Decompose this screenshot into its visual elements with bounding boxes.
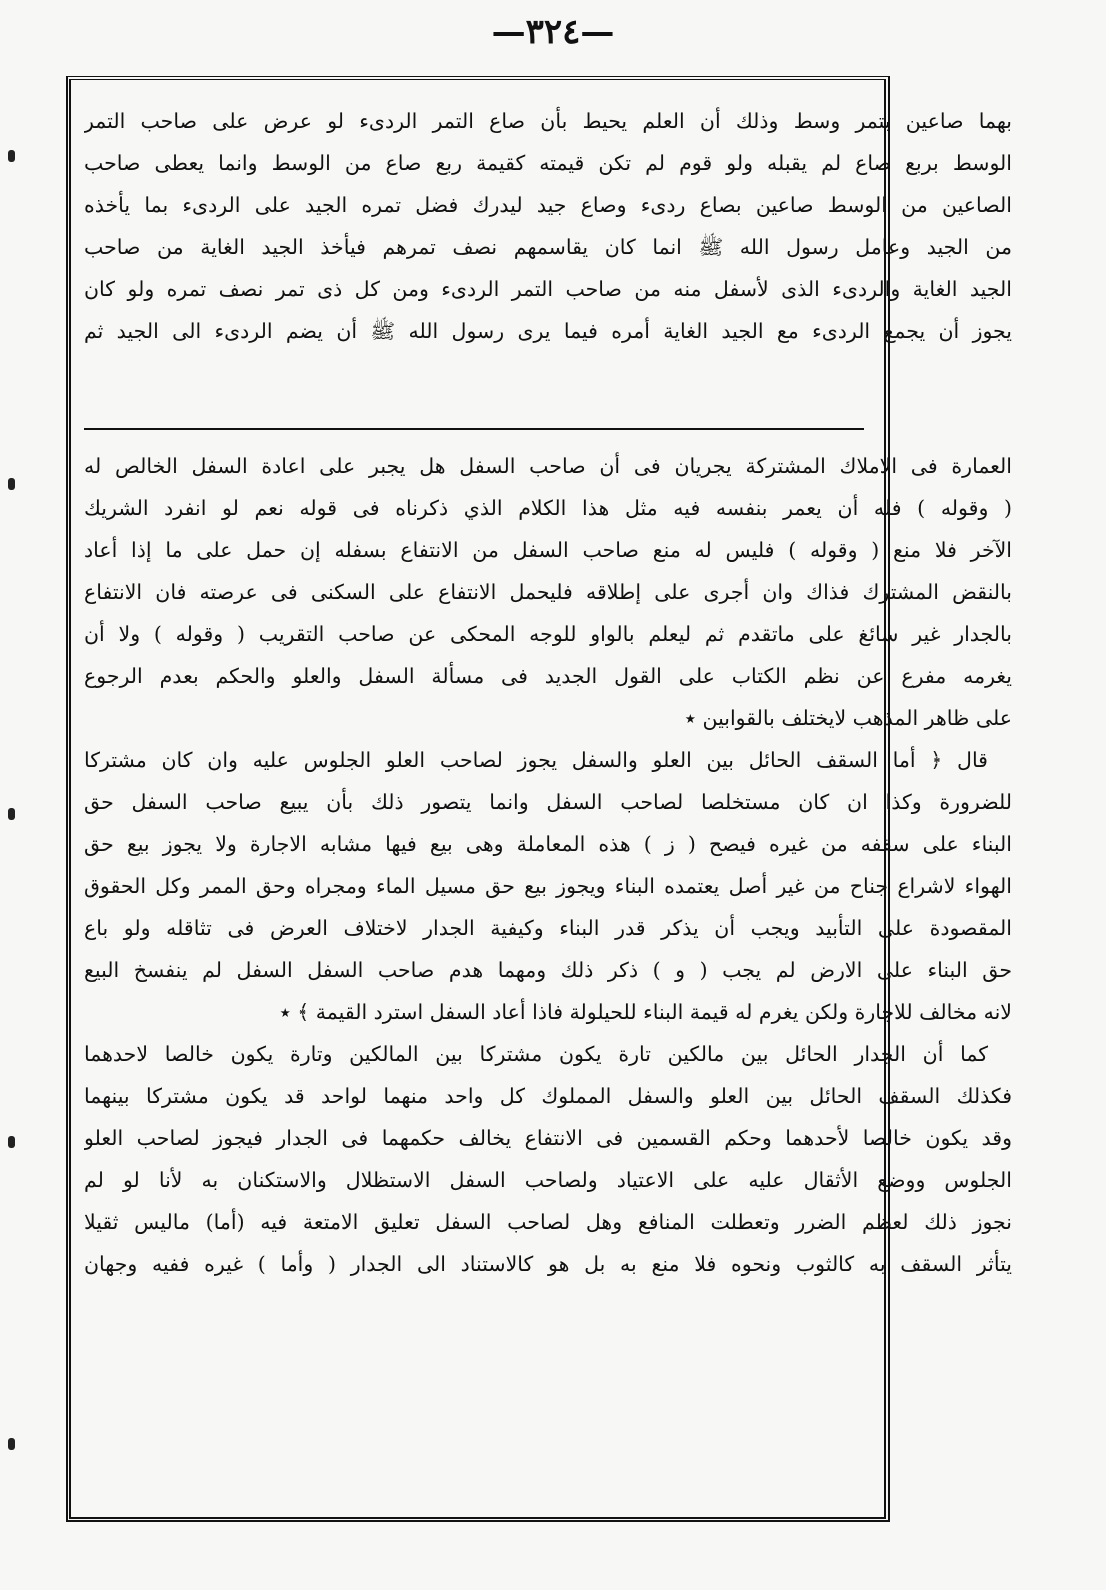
text-line: الصاعين من الوسط صاعين بصاع ردىء وصاع جيد ليدرك فضل تمره الجيد على الردىء بما يأخذه — [84, 193, 1012, 217]
text-line: للضرورة وكذا ان كان مستخلصا لصاحب السفل وانما يتصور ذلك بأن يبيع صاحب السفل حق — [84, 790, 1012, 814]
margin-mark — [8, 1136, 15, 1148]
text-line: المقصودة على التأبيد ويجب أن يذكر قدر البناء وكيفية الجدار لاختلاف العرض فى تثاقله ولو باع — [84, 916, 1012, 940]
text-line: بالجدار غير سائغ على ماتقدم ثم ليعلم بالواو للوجه المحكى عن صاحب التقريب ( وقوله ) ولا أن — [84, 622, 1012, 646]
text-line: فكذلك السقف الحائل بين العلو والسفل المملوك كل واحد منهما لواحد قد يكون مشتركا بينهما — [84, 1084, 1012, 1108]
page-number: —٣٢٤— — [491, 12, 615, 52]
text-line: على ظاهر المذهب لايختلف بالقوابين ٭ — [684, 706, 1012, 730]
text-line: بهما صاعين بتمر وسط وذلك أن العلم يحيط بأن صاع التمر الردىء لو عرض على صاحب التمر — [84, 109, 1012, 133]
text-line: يجوز أن يجمع الردىء مع الجيد الغاية أمره فيما يرى رسول الله ﷺ أن يضم الردىء الى الجيد ثم — [84, 319, 1012, 343]
commentary-text — [84, 445, 1012, 1285]
text-line: يغرمه مفرع عن نظم الكتاب على القول الجديد فى مسألة السفل والعلو والحكم بعدم الرجوع — [84, 664, 1012, 688]
text-line: وقد يكون خالصا لأحدهما وحكم القسمين فى الانتفاع يخالف حكمهما فى الجدار فيجوز لصاحب العلو — [84, 1126, 1012, 1150]
text-line: الوسط بربع صاع لم يقبله ولو قوم لم تكن قيمته كقيمة ربع صاع من الوسط وانما يعطى صاحب — [84, 151, 1012, 175]
text-line: كما أن الجدار الحائل بين مالكين تارة يكون مشتركا بين المالكين وتارة يكون خالصا لاحدهما — [84, 1042, 988, 1066]
text-line: قال ﴿ أما السقف الحائل بين العلو والسفل يجوز لصاحب العلو الجلوس عليه وان كان مشتركا — [84, 748, 988, 772]
text-line: بالنقض المشترك فذاك وان أجرى على إطلاقه فليحمل الانتفاع على السكنى فى عرصته فان الانتفاع — [84, 580, 1012, 604]
text-line: الآخر فلا منع ( وقوله ) فليس له منع صاحب السفل من الانتفاع بسفله إن حمل على ما إذا أعاد — [84, 538, 1012, 562]
text-line: من الجيد وعامل رسول الله ﷺ انما كان يقاسمهم نصف تمرهم فيأخذ الجيد الغاية من صاحب — [84, 235, 1012, 259]
section-divider — [84, 428, 864, 430]
text-line: نجوز ذلك لعظم الضرر وتعطلت المنافع وهل لصاحب السفل تعليق الامتعة فيه (أما) ماليس ثقيلا — [84, 1210, 1012, 1234]
margin-mark — [8, 150, 15, 162]
margin-mark — [8, 1438, 15, 1450]
margin-mark — [8, 808, 15, 820]
text-line: البناء على سقفه من غيره فيصح ( ز ) هذه المعاملة وهى بيع فيها مشابه الاجارة ولا يجوز بيع حق — [84, 832, 1012, 856]
margin-mark — [8, 478, 15, 490]
text-line: يتأثر السقف به كالثوب ونحوه فلا منع به بل هو كالاستناد الى الجدار ( وأما ) غيره ففيه وجهان — [84, 1252, 1012, 1276]
text-line: حق البناء على الارض لم يجب ( و ) ذكر ذلك ومهما هدم صاحب السفل السفل لم ينفسخ البيع — [84, 958, 1012, 982]
text-line: ( وقوله ) فله أن يعمر بنفسه فيه مثل هذا الكلام الذي ذكرناه فى قوله نعم لو انفرد الشريك — [84, 496, 1012, 520]
text-line: الهواء لاشراع جناح من غير أصل يعتمده البناء ويجوز بيع حق مسيل الماء ومجراه وحق الممر وكل الحقوق — [84, 874, 1012, 898]
text-line: العمارة فى الاملاك المشتركة يجريان فى أن صاحب السفل هل يجبر على اعادة السفل الخالص له — [84, 454, 1012, 478]
text-line: الجيد الغاية والردىء الذى لأسفل منه من صاحب التمر الردىء ومن كل ذى تمر نصف تمره ولو كان — [84, 277, 1012, 301]
main-text — [84, 100, 1012, 352]
text-line: الجلوس ووضع الأثقال عليه على الاعتياد ولصاحب السفل الاستظلال والاستكنان به لأنا لو لم — [84, 1168, 1012, 1192]
text-line: لانه مخالف للاجارة ولكن يغرم له قيمة البناء للحيلولة فاذا أعاد السفل استرد القيمة ﴾ ٭ — [279, 1000, 1012, 1024]
